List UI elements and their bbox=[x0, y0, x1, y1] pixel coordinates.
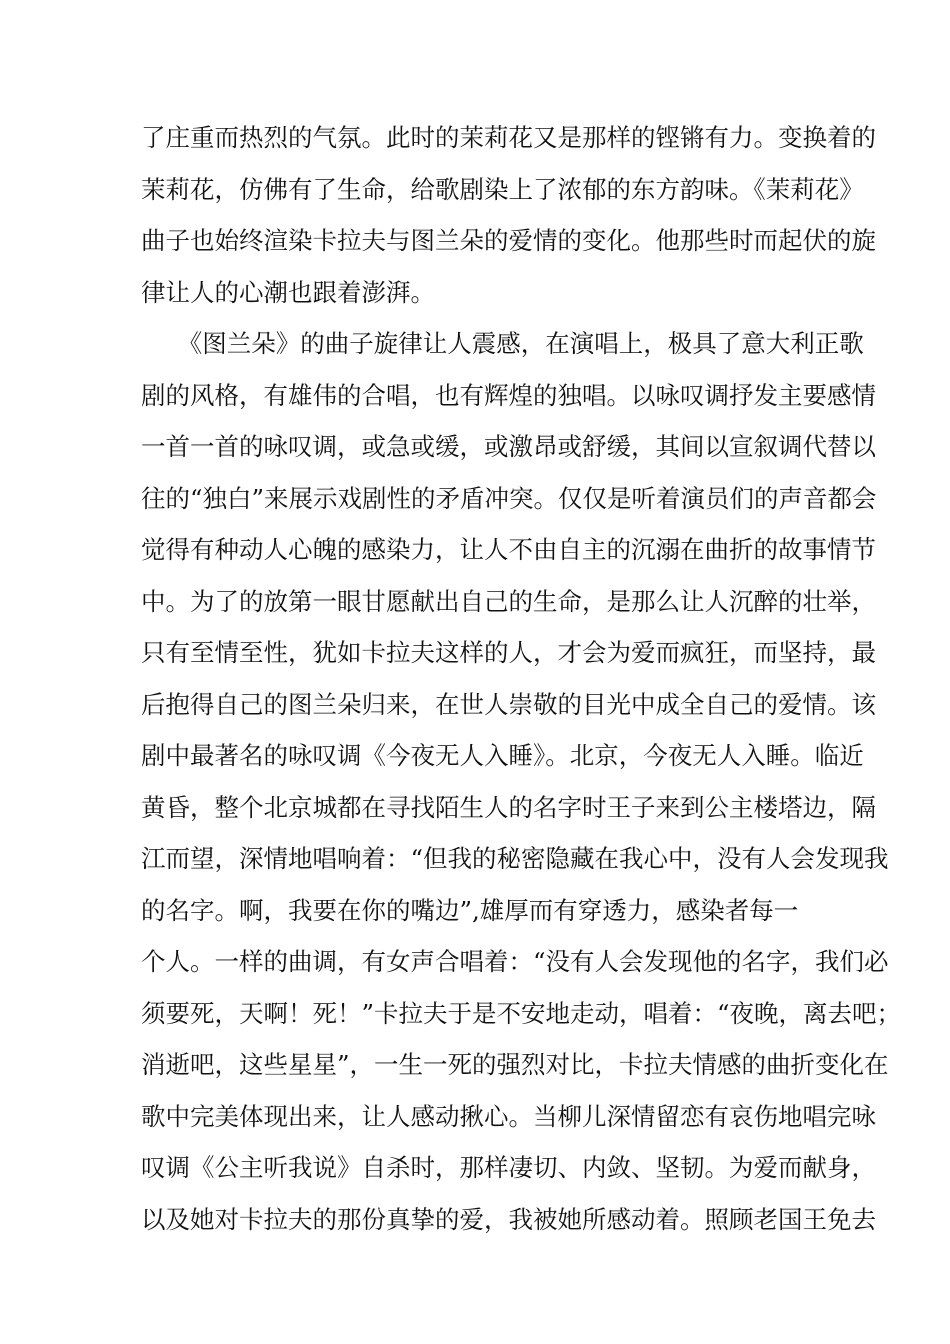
text-line: 个人。一样的曲调，有女声合唱着：“没有人会发现他的名字，我们必 bbox=[141, 947, 889, 976]
text-line: 叹调《公主听我说》自杀时，那样凄切、内敛、坚韧。为爱而献身， bbox=[141, 1153, 876, 1182]
text-line: 消逝吧，这些星星”，一生一死的强烈对比，卡拉夫情感的曲折变化在 bbox=[141, 1050, 889, 1079]
text-line: 茉莉花，仿佛有了生命，给歌剧染上了浓郁的东方韵味。《茉莉花》 bbox=[141, 174, 864, 204]
text-line: 了庄重而热烈的气氛。此时的茉莉花又是那样的铿锵有力。变换着的 bbox=[141, 123, 876, 152]
text-line: 一首一首的咏叹调，或急或缓，或激昂或舒缓，其间以宣叙调代替以 bbox=[141, 432, 876, 461]
text-line: 歌中完美体现出来，让人感动揪心。当柳儿深情留恋有哀伤地唱完咏 bbox=[141, 1101, 876, 1131]
text-line: 剧中最著名的咏叹调《今夜无人入睡》。北京，今夜无人入睡。临近 bbox=[141, 741, 864, 770]
text-line: 律让人的心潮也跟着澎湃。 bbox=[141, 277, 435, 307]
text-line: 《图兰朵》的曲子旋律让人震感，在演唱上，极具了意大利正歌 bbox=[141, 329, 864, 358]
text-line: 的名字。啊，我要在你的嘴边”,雄厚而有穿透力，感染者每一 bbox=[141, 895, 799, 925]
text-line: 须要死，天啊！死！”卡拉夫于是不安地走动，唱着：“夜晚，离去吧； bbox=[141, 998, 902, 1028]
text-line: 中。为了的放第一眼甘愿献出自己的生命，是那么让人沉醉的壮举， bbox=[141, 586, 876, 616]
text-line: 后抱得自己的图兰朵归来，在世人崇敬的目光中成全自己的爱情。该 bbox=[141, 689, 876, 719]
text-line: 曲子也始终渲染卡拉夫与图兰朵的爱情的变化。他那些时而起伏的旋 bbox=[141, 226, 876, 255]
text-line: 江而望，深情地唱响着：“但我的秘密隐藏在我心中，没有人会发现我 bbox=[141, 844, 889, 873]
text-line: 只有至情至性，犹如卡拉夫这样的人，才会为爱而疯狂，而坚持，最 bbox=[141, 638, 876, 667]
text-line: 以及她对卡拉夫的那份真挚的爱，我被她所感动着。照顾老国王免去 bbox=[141, 1204, 876, 1234]
text-line: 觉得有种动人心魄的感染力，让人不由自主的沉溺在曲折的故事情节 bbox=[141, 535, 876, 564]
body-text bbox=[141, 112, 902, 1245]
text-line: 黄昏，整个北京城都在寻找陌生人的名字时王子来到公主楼塔边，隔 bbox=[141, 792, 876, 822]
text-line: 剧的风格，有雄伟的合唱，也有辉煌的独唱。以咏叹调抒发主要感情 bbox=[141, 380, 876, 410]
text-line: 往的“独白”来展示戏剧性的矛盾冲突。仅仅是听着演员们的声音都会 bbox=[141, 483, 877, 513]
